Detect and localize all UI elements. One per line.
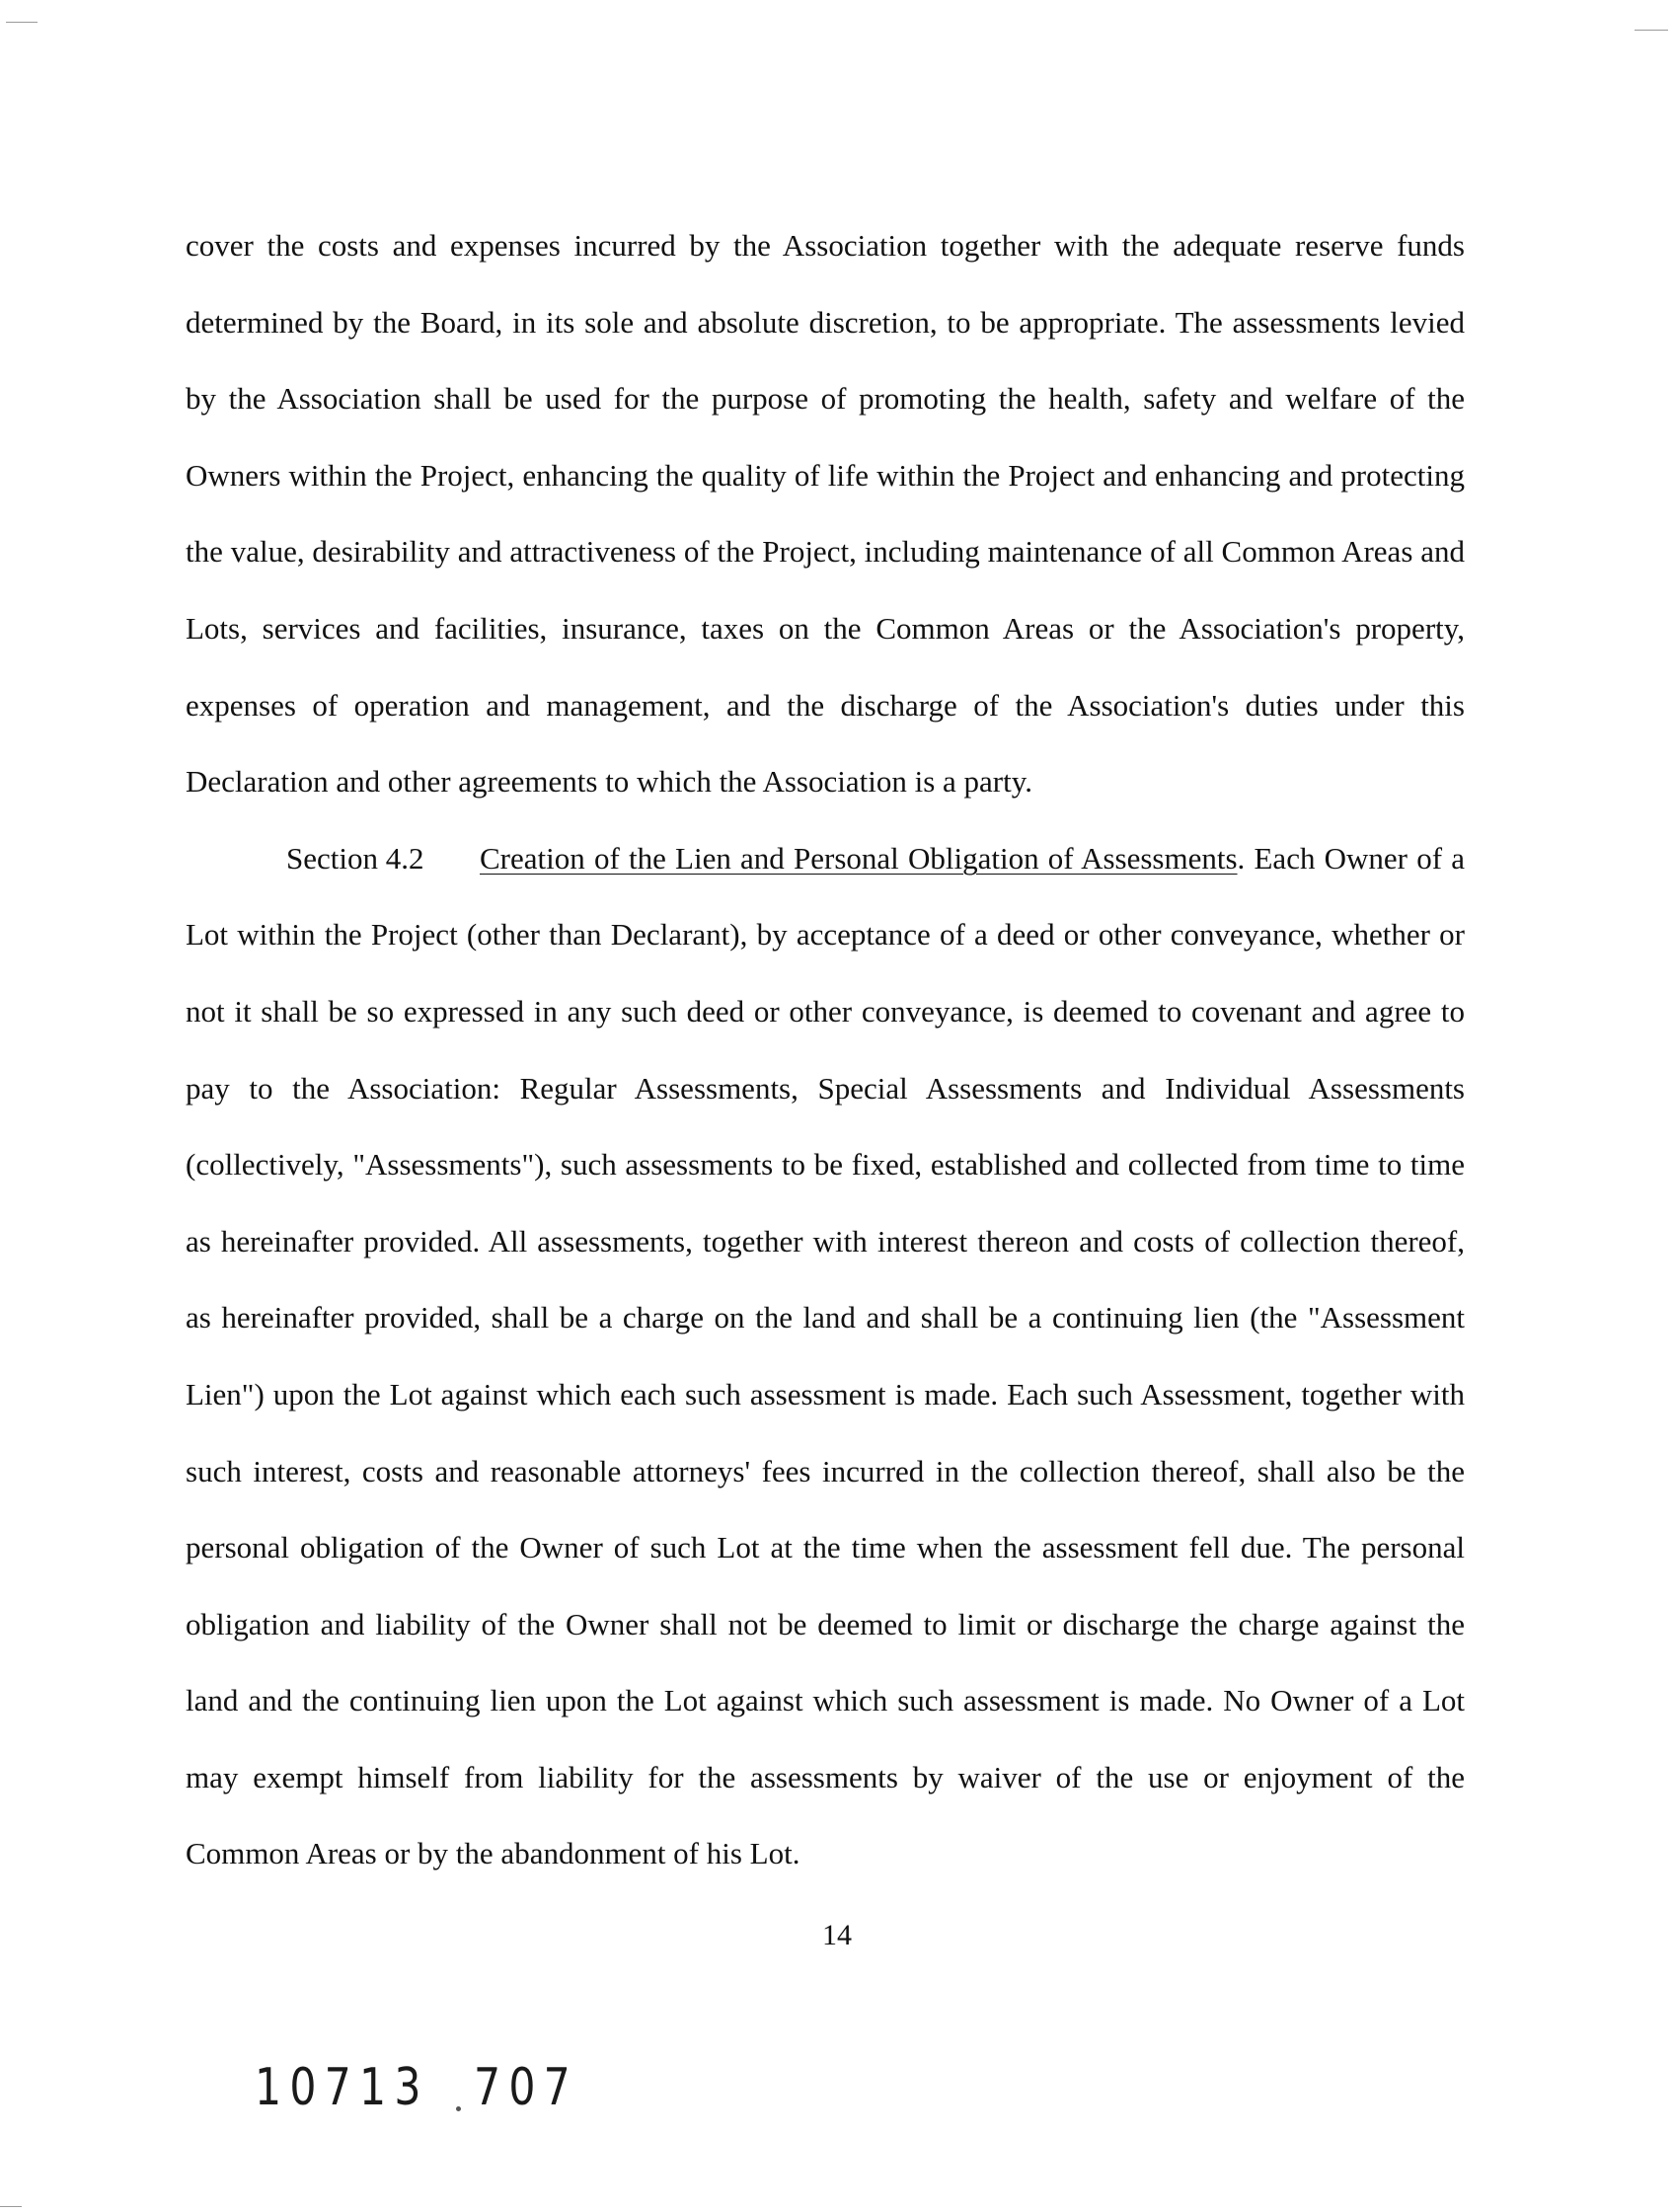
recording-stamp-separator <box>456 2106 461 2111</box>
scan-artifact-top-right <box>1635 30 1668 31</box>
section-title: Creation of the Lien and Personal Obligation of Assessments <box>480 840 1238 876</box>
recording-stamp-book: 10713 <box>255 2058 429 2117</box>
section-title-punctuation: . <box>1237 840 1246 876</box>
scan-artifact-bottom-left <box>0 2206 22 2207</box>
recording-stamp-page: 707 <box>474 2058 578 2117</box>
section-4-2-paragraph <box>186 820 1465 1892</box>
page-number: 14 <box>822 1919 852 1951</box>
paragraph-continuation: cover the costs and expenses incurred by the Association together with the adequate reserve funds determined by the Board, in its sole and absolute discretion, to be appropriate. The assessments levied by the Association shall be used for the purpose of promoting the health, safety and welfare of the Owners within the Project, enhancing the quality of life within the Project and enhancing and protecting the value, desirability and attractiveness of the Project, including maintenance of all Common Areas and Lots, services and facilities, insurance, taxes on the Common Areas or the Association's property, expenses of operation and management, and the discharge of the Association's duties under this Declaration and other agreements to which the Association is a party. <box>186 228 1465 800</box>
body-text <box>186 207 1465 1892</box>
section-body: Each Owner of a Lot within the Project (other than Declarant), by acceptance of a deed or other conveyance, whether or not it shall be so expressed in any such deed or other conveyance, is deemed to covenant and agree to pay to the Association: Regular Assessments, Special Assessments and Individual Assessments (collectively, "Assessments"), such assessments to be fixed, established and collected from time to time as hereinafter provided. All assessments, together with interest thereon and costs of collection thereof, as hereinafter provided, shall be a charge on the land and shall be a continuing lien (the "Assessment Lien") upon the Lot against which each such assessment is made. Each such Assessment, together with such interest, costs and reasonable attorneys' fees incurred in the collection thereof, shall also be the personal obligation of the Owner of such Lot at the time when the assessment fell due. The personal obligation and liability of the Owner shall not be deemed to limit or discharge the charge against the land and the continuing lien upon the Lot against which such assessment is made. No Owner of a Lot may exempt himself from liability for the assessments by waiver of the use or enjoyment of the Common Areas or by the abandonment of his Lot. <box>186 840 1465 1871</box>
section-label: Section 4.2 <box>286 840 424 876</box>
scan-artifact-top-left <box>6 22 38 23</box>
